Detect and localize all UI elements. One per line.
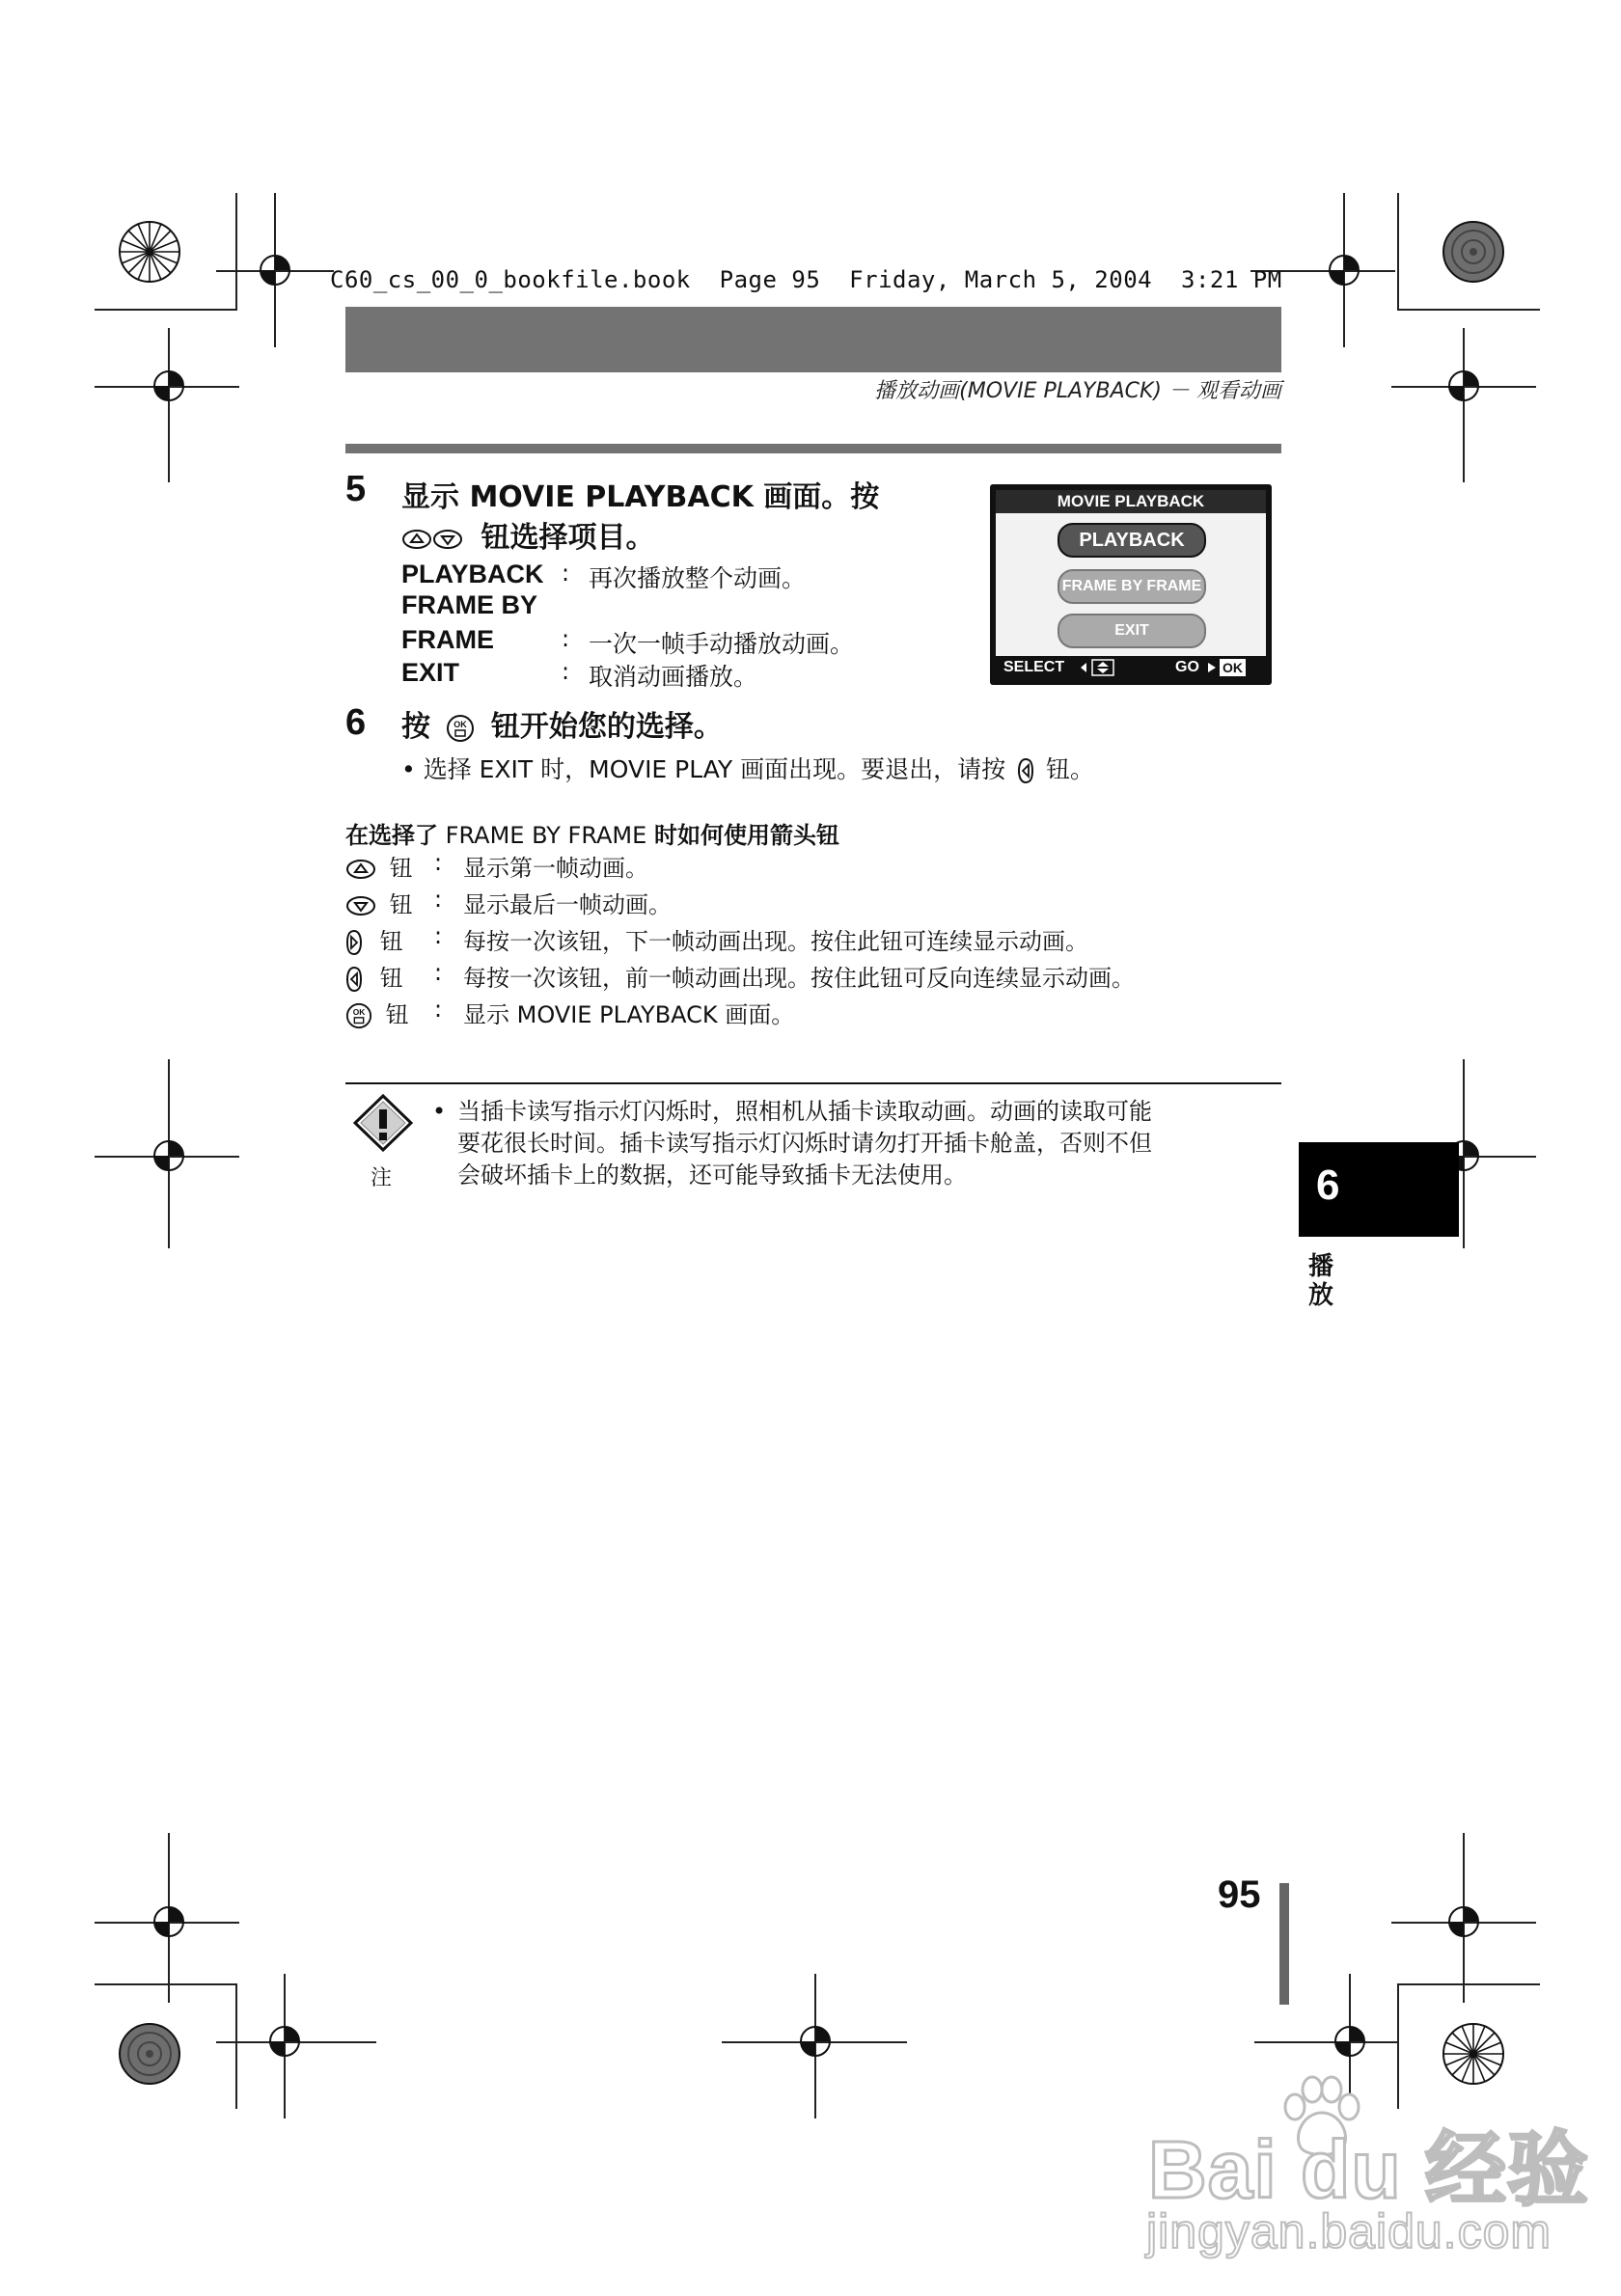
registration-mark-icon: [148, 365, 190, 407]
usage-label: 钮: [379, 965, 403, 992]
usage-separator: :: [434, 959, 443, 986]
step-number: 6: [345, 702, 367, 743]
header-band: [345, 307, 1281, 372]
option-key: EXIT: [401, 658, 460, 687]
note-divider: [345, 1082, 1281, 1084]
note-line: 要花很长时间。插卡读写指示灯闪烁时请勿打开插卡舱盖，否则不但: [457, 1130, 1152, 1157]
option-key: PLAYBACK: [401, 560, 544, 588]
lcd-menu-frame-by-frame: FRAME BY FRAME: [1058, 569, 1206, 604]
ok-button-icon: [345, 1002, 372, 1029]
step-title-line2: [401, 519, 654, 558]
usage-label: 钮: [389, 891, 413, 918]
up-arrow-button-icon: [345, 858, 376, 881]
heading-suffix: 时如何使用箭头钮: [653, 822, 839, 849]
watermark-url: jingyan.baidu.com: [1146, 2204, 1552, 2258]
ok-button-icon: [446, 714, 475, 743]
crop-line: [1397, 1983, 1399, 2109]
option-key: FRAME BY: [401, 590, 537, 619]
heading-prefix: 在选择了: [345, 822, 438, 849]
registration-mark-icon: [148, 1134, 190, 1177]
usage-description: 每按一次该钮，前一帧动画出现。按住此钮可反向连续显示动画。: [463, 965, 1135, 992]
running-title: 播放动画(MOVIE PLAYBACK) － 观看动画: [874, 379, 1281, 403]
left-arrow-button-icon: [1017, 757, 1034, 784]
option-description: 取消动画播放。: [589, 663, 758, 691]
usage-description: 显示最后一帧动画。: [463, 891, 672, 918]
lcd-footer-select: SELECT: [1003, 659, 1065, 675]
registration-mark-icon: [263, 2020, 306, 2063]
lcd-go-arrow-icon: [1206, 656, 1218, 687]
chapter-label: 播放: [1307, 1252, 1333, 1310]
warning-icon: [349, 1092, 417, 1152]
usage-label: 钮: [379, 928, 403, 955]
crop-line: [235, 1983, 237, 2109]
up-arrow-button-icon: [401, 528, 432, 551]
usage-description: 每按一次该钮，下一帧动画出现。按住此钮可连续显示动画。: [463, 928, 1088, 955]
chapter-tab: [1299, 1142, 1459, 1237]
heading-mode: FRAME BY FRAME: [445, 822, 647, 849]
crop-line: [95, 309, 237, 311]
option-separator: :: [562, 625, 570, 652]
option-key: FRAME: [401, 625, 494, 654]
usage-separator: :: [434, 996, 443, 1023]
lcd-updown-icon: [1079, 656, 1117, 687]
registration-mark-icon: [1442, 1900, 1485, 1943]
step-title-prefix: 按: [401, 710, 430, 744]
gray-rosette-icon: [1442, 220, 1505, 284]
lcd-title: MOVIE PLAYBACK: [996, 490, 1266, 513]
step6-bullet: [401, 751, 1094, 785]
registration-mark-icon: [794, 2020, 837, 2063]
step-number: 5: [345, 469, 367, 509]
usage-label: 钮: [389, 855, 413, 882]
lcd-footer: [996, 656, 1266, 679]
note-line: 会破坏插卡上的数据，还可能导致插卡无法使用。: [457, 1162, 967, 1189]
usage-row: [345, 959, 403, 993]
step-title-suffix: 钮选择项目。: [481, 521, 655, 555]
color-rosette-icon: [118, 220, 181, 284]
watermark-logo: Bai du 经验: [1148, 2124, 1590, 2215]
usage-description: 显示第一帧动画。: [463, 855, 648, 882]
usage-label: 钮: [385, 1001, 409, 1028]
lcd-menu-playback: PLAYBACK: [1058, 523, 1206, 558]
right-arrow-button-icon: [345, 929, 363, 956]
crop-line: [1397, 309, 1540, 311]
crop-line: [1397, 1983, 1540, 1985]
usage-separator: :: [434, 922, 443, 949]
usage-row: [345, 996, 409, 1029]
usage-separator: :: [434, 886, 443, 913]
usage-row: [345, 922, 403, 956]
usage-row: [345, 886, 413, 919]
lcd-ok-badge: OK: [1220, 659, 1246, 676]
crop-line: [95, 1983, 237, 1985]
chapter-number: 6: [1316, 1162, 1340, 1209]
crop-line: [235, 193, 237, 309]
bullet-text: 钮。: [1046, 755, 1095, 783]
note-label: 注: [371, 1166, 393, 1190]
lcd-menu-exit: EXIT: [1058, 614, 1206, 648]
gray-rosette-icon: [118, 2022, 181, 2086]
page-number-bar: [1279, 1883, 1289, 2005]
bullet-text: • 选择 EXIT 时，MOVIE PLAY 画面出现。要退出，请按: [401, 755, 1006, 783]
option-description: 再次播放整个动画。: [589, 564, 807, 592]
usage-row: [345, 849, 413, 883]
camera-lcd-screen: [990, 484, 1272, 685]
crop-line: [1254, 2041, 1399, 2043]
usage-separator: :: [434, 849, 443, 876]
step-title-suffix: 钮开始您的选择。: [490, 710, 723, 744]
page-number: 95: [1218, 1873, 1261, 1916]
section-heading: [345, 816, 839, 850]
down-arrow-button-icon: [345, 894, 376, 917]
svg-text:OK: OK: [453, 719, 468, 729]
note-bullet: •: [432, 1098, 447, 1125]
svg-text:OK: OK: [352, 1007, 366, 1018]
option-description: 一次一帧手动播放动画。: [589, 630, 855, 658]
registration-mark-icon: [254, 249, 296, 291]
registration-mark-icon: [1442, 365, 1485, 407]
crop-line: [1397, 193, 1399, 309]
file-meta-line: C60_cs_00_0_bookfile.book Page 95 Friday, March 5, 2004 3:21 PM: [330, 266, 1282, 293]
lcd-footer-go: GO: [1175, 659, 1199, 675]
note-line: 当插卡读写指示灯闪烁时，照相机从插卡读取动画。动画的读取可能: [457, 1098, 1152, 1125]
color-rosette-icon: [1442, 2022, 1505, 2086]
option-separator: :: [562, 560, 570, 587]
down-arrow-button-icon: [432, 528, 463, 551]
registration-mark-icon: [1323, 249, 1365, 291]
title-rule: [345, 444, 1281, 453]
registration-mark-icon: [148, 1900, 190, 1943]
left-arrow-button-icon: [345, 966, 363, 993]
step-title: [401, 708, 723, 747]
option-separator: :: [562, 658, 570, 685]
registration-mark-icon: [1329, 2020, 1371, 2063]
step-title: 显示 MOVIE PLAYBACK 画面。按: [401, 480, 880, 514]
usage-description: 显示 MOVIE PLAYBACK 画面。: [463, 1001, 795, 1028]
